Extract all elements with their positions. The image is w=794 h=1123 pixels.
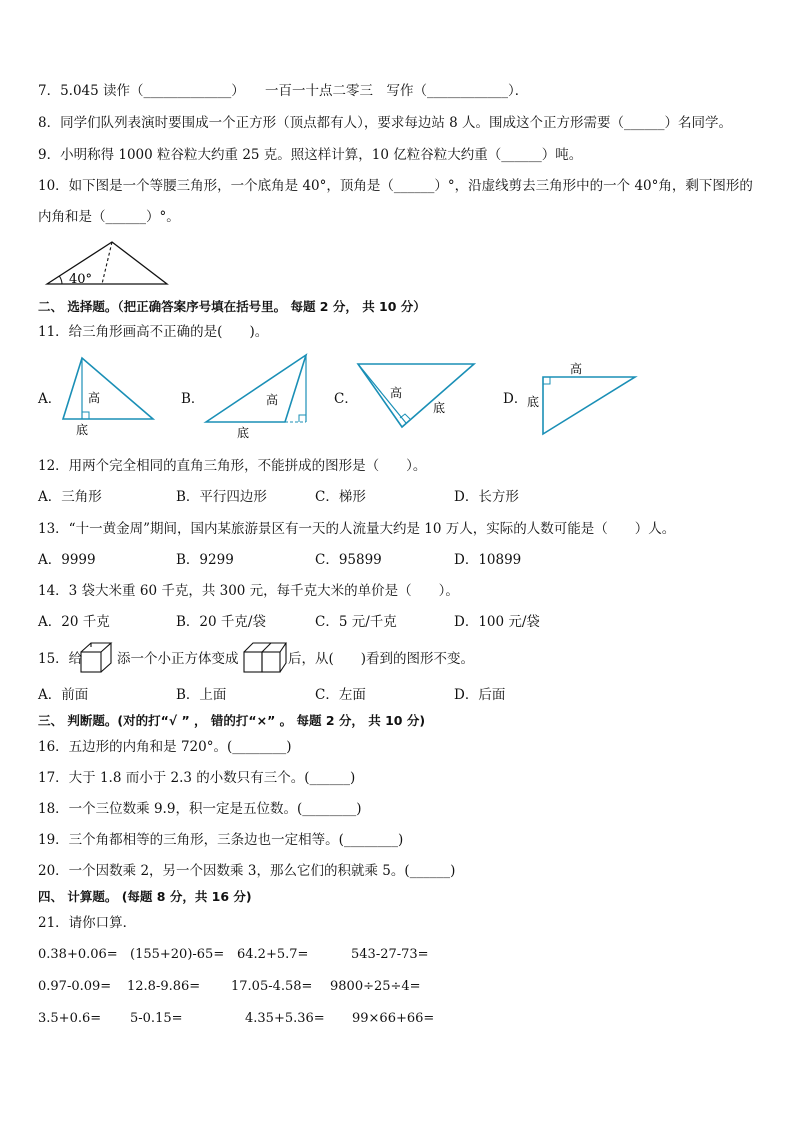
q11-a-base-label: 底 [76, 423, 89, 437]
q11-triangle-a [58, 354, 158, 439]
question-15-part2: 添一个小正方体变成 [117, 651, 239, 667]
q15-option-b: B．上面 [176, 687, 227, 703]
q14-option-c: C．5 元/千克 [315, 614, 397, 630]
q11-triangle-c [354, 360, 479, 435]
angle-label: 40° [69, 272, 93, 287]
q11-d-base-label: 底 [527, 395, 540, 409]
cubes-after-icon [242, 640, 288, 676]
question-13-stem: 13．“十一黄金周”期间，国内某旅游景区有一天的人流量大约是 10 万人，实际的人数可能是（ ）人。 [38, 521, 676, 537]
section-4-heading: 四、 计算题。 (每题 8 分，共 16 分) [38, 889, 252, 904]
question-21-stem: 21．请你口算． [38, 915, 137, 931]
question-17: 17．大于 1.8 而小于 2.3 的小数只有三个。(______) [38, 770, 356, 786]
calc-item: 5-0.15= [130, 1011, 183, 1026]
calc-item: 543-27-73= [351, 947, 429, 962]
q12-option-d: D．长方形 [454, 489, 519, 505]
q14-option-b: B．20 千克/袋 [176, 614, 266, 630]
q11-c-height-label: 高 [390, 386, 403, 400]
q14-option-a: A．20 千克 [38, 614, 110, 630]
question-10-line2: 内角和是（______）°。 [38, 209, 180, 225]
q11-triangle-b [202, 352, 312, 442]
question-16: 16．五边形的内角和是 720°。(________) [38, 739, 292, 755]
calc-item: 99×66+66= [352, 1011, 435, 1026]
q12-option-a: A．三角形 [38, 489, 102, 505]
question-10-line1: 10．如下图是一个等腰三角形，一个底角是 40°，顶角是（______）°，沿虚线剪去三角形中的一个 40°角，剩下图形的 [38, 178, 753, 194]
isosceles-triangle-figure [40, 238, 170, 288]
calc-item: 12.8-9.86= [127, 979, 201, 994]
q11-option-c-label: C． [334, 391, 358, 407]
q11-a-height-label: 高 [88, 391, 101, 405]
question-9: 9．小明称得 1000 粒谷粒大约重 25 克。照这样计算，10 亿粒谷粒大约重（______）吨。 [38, 147, 583, 163]
q11-b-base-label: 底 [237, 426, 250, 440]
q11-d-height-label: 高 [570, 362, 583, 376]
question-15-part3: 后，从( )看到的图形不变。 [288, 651, 475, 667]
q13-option-c: C．95899 [315, 552, 382, 568]
q11-c-base-label: 底 [433, 401, 446, 415]
question-8: 8．同学们队列表演时要围成一个正方形（顶点都有人），要求每边站 8 人。围成这个正方形需要（______）名同学。 [38, 115, 733, 131]
q11-triangle-d [525, 357, 643, 439]
q15-option-d: D．后面 [454, 687, 506, 703]
calc-item: 0.97-0.09= [38, 979, 112, 994]
calc-item: 9800÷25÷4= [330, 979, 421, 994]
calc-item: 3.5+0.6= [38, 1011, 102, 1026]
q11-b-height-label: 高 [266, 393, 279, 407]
question-15-part1: 15．给 [38, 651, 83, 667]
q15-option-c: C．左面 [315, 687, 366, 703]
calc-item: 64.2+5.7= [237, 947, 309, 962]
question-20: 20．一个因数乘 2，另一个因数乘 3，那么它们的积就乘 5。(______) [38, 863, 456, 879]
q13-option-b: B．9299 [176, 552, 234, 568]
q15-option-a: A．前面 [38, 687, 89, 703]
q13-option-a: A．9999 [38, 552, 96, 568]
q12-option-c: C．梯形 [315, 489, 366, 505]
question-11-stem: 11．给三角形画高不正确的是( )。 [38, 324, 269, 340]
calc-item: 17.05-4.58= [231, 979, 313, 994]
question-14-stem: 14．3 袋大米重 60 千克，共 300 元，每千克大米的单价是（ ）。 [38, 583, 459, 599]
q14-option-d: D．100 元/袋 [454, 614, 540, 630]
question-19: 19．三个角都相等的三角形，三条边也一定相等。(________) [38, 832, 404, 848]
q11-option-a-label: A． [38, 391, 62, 407]
q11-option-b-label: B． [181, 391, 205, 407]
q11-option-d-label: D． [503, 391, 528, 407]
question-12-stem: 12．用两个完全相同的直角三角形，不能拼成的图形是（ ）。 [38, 458, 427, 474]
calc-item: 0.38+0.06= [38, 947, 118, 962]
q12-option-b: B．平行四边形 [176, 489, 267, 505]
q13-option-d: D．10899 [454, 552, 522, 568]
section-2-heading: 二、 选择题。（把正确答案序号填在括号里。 每题 2 分， 共 10 分） [38, 299, 426, 314]
calc-item: (155+20)-65= [130, 947, 225, 962]
calc-item: 4.35+5.36= [245, 1011, 325, 1026]
question-18: 18．一个三位数乘 9.9，积一定是五位数。(________) [38, 801, 362, 817]
section-3-heading: 三、 判断题。(对的打“√ ” ， 错的打“×” 。 每题 2 分， 共 10 分) [38, 713, 426, 728]
cubes-before-icon [79, 640, 117, 676]
question-7: 7．5.045 读作（_____________） 一百一十点二零三 写作（____________）． [38, 83, 529, 99]
